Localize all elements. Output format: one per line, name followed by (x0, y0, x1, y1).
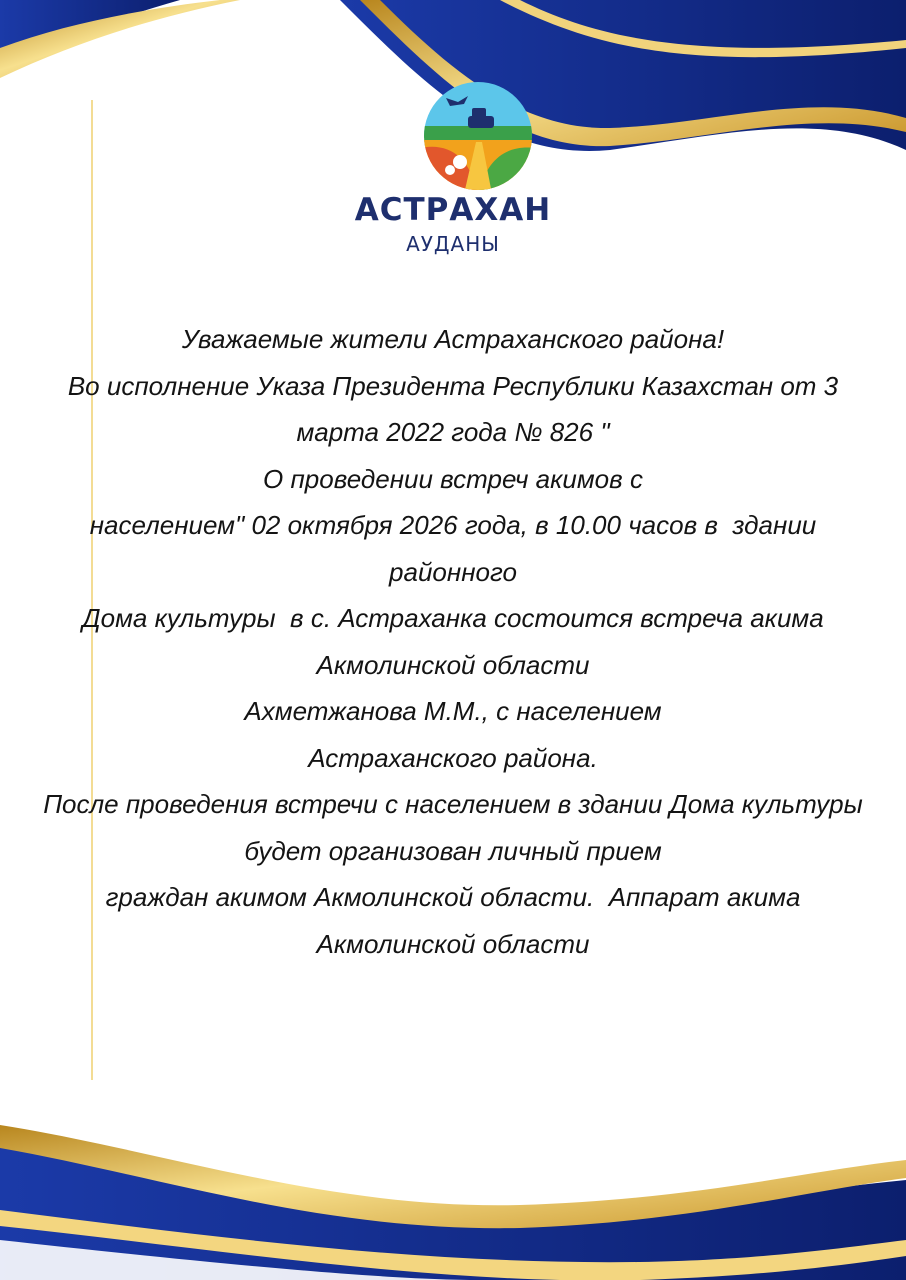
announcement-line: Уважаемые жители Астраханского района! (181, 324, 725, 354)
announcement-line: Астраханского района. (308, 742, 598, 773)
announcement-line: Ахметжанова М.М., с населением (244, 696, 662, 726)
announcement-line: Во исполнение Указа Президента Республики Казахстан от 3 (67, 370, 839, 401)
announcement-line: О проведении встреч акимов с (263, 463, 643, 494)
announcement-line: Дома культуры в с. Астраханка состоится встреча акима (82, 603, 824, 633)
announcement-line: Акмолинской области (316, 649, 590, 680)
announcement-text (20, 316, 886, 967)
announcement-line: марта 2022 года № 826 " (296, 417, 610, 447)
brand-name: АСТРАХАН (354, 192, 552, 228)
announcement-line: населением" 02 октября 2026 года, в 10.00 часов в здании (89, 510, 817, 540)
district-emblem-icon (420, 78, 536, 194)
announcement-line: После проведения встречи с населением в здании Дома культуры (43, 789, 863, 819)
announcement-line: районного (389, 556, 517, 587)
brand-subtitle: АУДАНЫ (406, 232, 500, 256)
announcement-line: Акмолинской области (316, 928, 590, 959)
announcement-line: граждан акимом Акмолинской области. Аппарат акима (105, 882, 801, 912)
announcement-line: будет организован личный прием (244, 835, 662, 866)
